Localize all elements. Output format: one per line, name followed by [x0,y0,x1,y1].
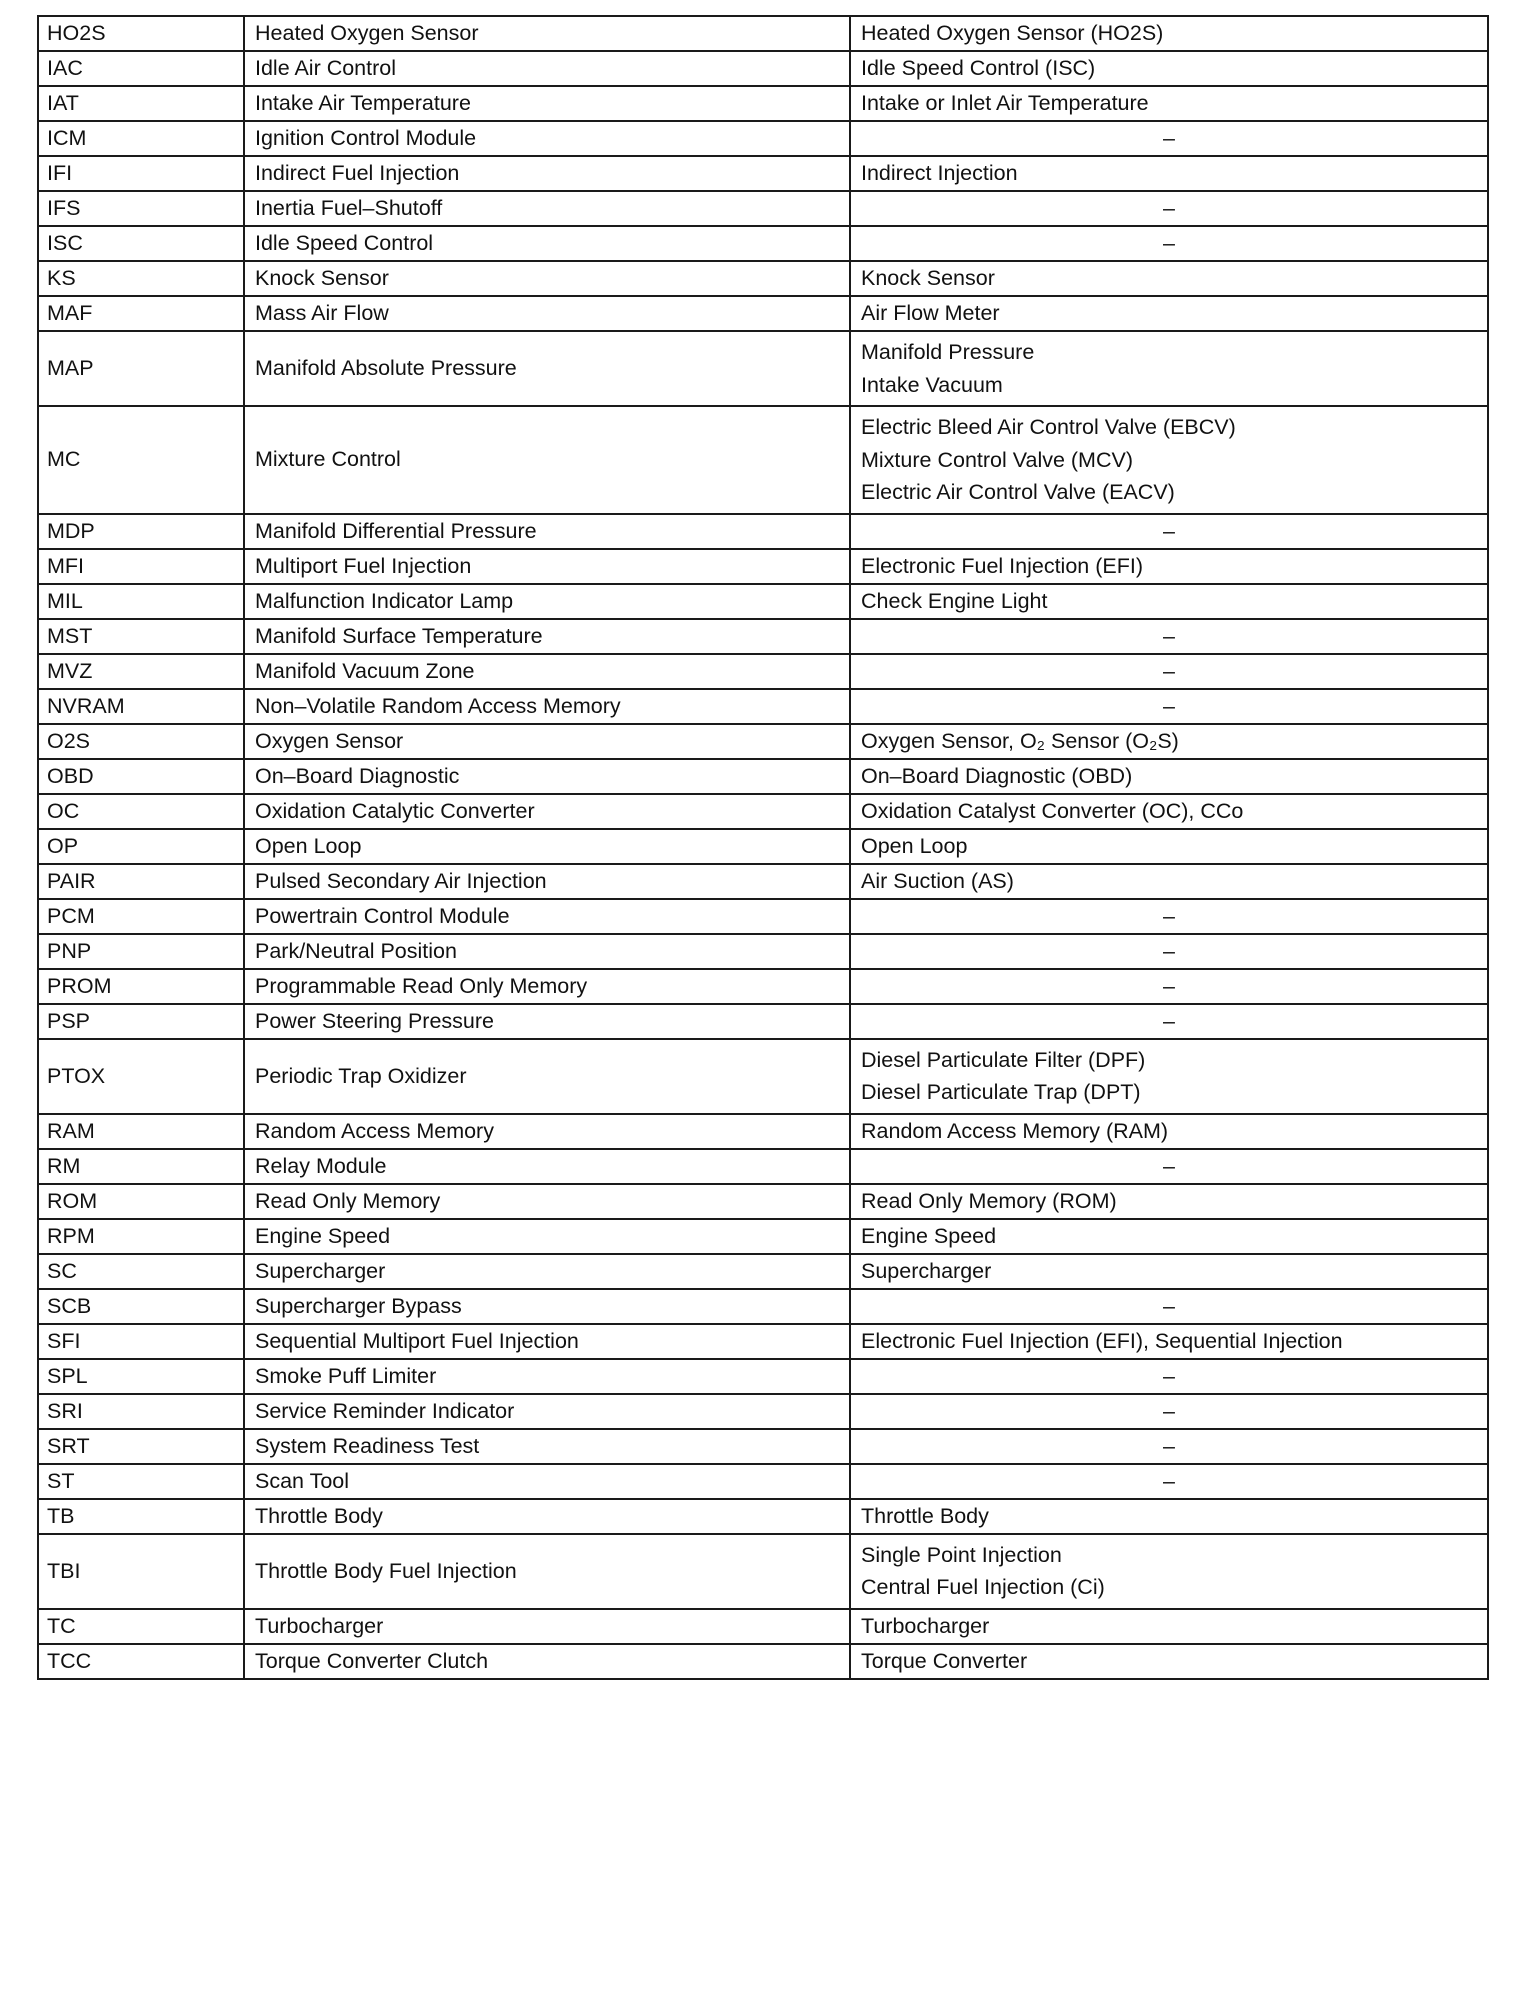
equivalent-term-line: – [1163,196,1175,220]
table-row [38,406,1488,514]
equivalent-term-cell [850,619,1488,654]
equivalent-term-line: Single Point Injection [861,1542,1062,1567]
equivalent-term-line: – [1163,1008,1175,1033]
table-row [38,584,1488,619]
table-row [38,1039,1488,1114]
table-row [38,261,1488,296]
equivalent-term-cell [850,1499,1488,1534]
term-cell: Open Loop [244,829,850,864]
table-row [38,1114,1488,1149]
equivalent-term-line: Oxidation Catalyst Converter (OC), CCo [861,798,1244,823]
table-row [38,1324,1488,1359]
abbreviation-cell: MFI [38,549,244,584]
equivalent-term-cell [850,759,1488,794]
abbreviation-cell: OP [38,829,244,864]
equivalent-term-line: Electric Air Control Valve (EACV) [861,480,1175,504]
term-cell: Relay Module [244,1149,850,1184]
abbreviation-cell: ISC [38,226,244,261]
table-row [38,829,1488,864]
table-row [38,1359,1488,1394]
abbreviation-cell: SRT [38,1429,244,1464]
table-row [38,1499,1488,1534]
abbreviation-cell: IFI [38,156,244,191]
abbreviation-cell: TCC [38,1644,244,1679]
term-cell: System Readiness Test [244,1429,850,1464]
term-cell: Periodic Trap Oxidizer [244,1039,850,1114]
abbreviation-cell: SPL [38,1359,244,1394]
equivalent-term-cell [850,1219,1488,1254]
term-cell: Malfunction Indicator Lamp [244,584,850,619]
abbreviation-cell: O2S [38,724,244,759]
equivalent-term-cell [850,829,1488,864]
equivalent-term-cell [850,934,1488,969]
equivalent-term-cell [850,724,1488,759]
term-cell: Non–Volatile Random Access Memory [244,689,850,724]
table-row [38,331,1488,406]
equivalent-term-line: Supercharger [861,1258,992,1283]
equivalent-term-line: Turbocharger [861,1613,990,1638]
term-cell: Pulsed Secondary Air Injection [244,864,850,899]
equivalent-term-line: – [1163,658,1175,683]
term-cell: Park/Neutral Position [244,934,850,969]
term-cell: Programmable Read Only Memory [244,969,850,1004]
equivalent-term-line: Idle Speed Control (ISC) [861,56,1096,80]
equivalent-term-line: Manifold Pressure [861,340,1035,364]
abbreviation-cell: OBD [38,759,244,794]
equivalent-term-cell [850,1609,1488,1644]
equivalent-term-cell [850,1359,1488,1394]
equivalent-term-line: Knock Sensor [861,266,995,290]
abbreviation-cell: HO2S [38,16,244,51]
abbreviation-cell: MIL [38,584,244,619]
table-row [38,1464,1488,1499]
equivalent-term-line: – [1163,126,1175,150]
table-row [38,1644,1488,1679]
equivalent-term-line: Intake or Inlet Air Temperature [861,91,1149,115]
table-row [38,899,1488,934]
abbreviation-cell: RAM [38,1114,244,1149]
equivalent-term-cell [850,689,1488,724]
term-cell: Inertia Fuel–Shutoff [244,191,850,226]
term-cell: Random Access Memory [244,1114,850,1149]
abbreviation-cell: MAF [38,296,244,331]
abbreviation-cell: PCM [38,899,244,934]
table-row [38,1394,1488,1429]
abbreviation-cell: ICM [38,121,244,156]
equivalent-term-cell [850,121,1488,156]
equivalent-term-cell [850,514,1488,549]
abbreviation-cell: IAC [38,51,244,86]
abbreviation-cell: PTOX [38,1039,244,1114]
equivalent-term-line: Open Loop [861,833,968,858]
abbreviation-cell: RPM [38,1219,244,1254]
equivalent-term-cell [850,1039,1488,1114]
equivalent-term-cell [850,16,1488,51]
table-row [38,226,1488,261]
equivalent-term-cell [850,406,1488,514]
equivalent-term-line: – [1163,1398,1175,1423]
abbreviation-cell: IAT [38,86,244,121]
term-cell: Sequential Multiport Fuel Injection [244,1324,850,1359]
abbreviation-cell: PROM [38,969,244,1004]
abbreviation-cell: NVRAM [38,689,244,724]
table-row [38,689,1488,724]
table-row [38,1219,1488,1254]
equivalent-term-line: Throttle Body [861,1503,989,1528]
equivalent-term-cell [850,331,1488,406]
term-cell: Turbocharger [244,1609,850,1644]
table-row [38,1429,1488,1464]
equivalent-term-line: Heated Oxygen Sensor (HO2S) [861,21,1164,45]
equivalent-term-cell [850,51,1488,86]
table-row [38,759,1488,794]
term-cell: Supercharger [244,1254,850,1289]
equivalent-term-line: Oxygen Sensor, O₂ Sensor (O₂S) [861,728,1179,753]
equivalent-term-cell [850,1644,1488,1679]
term-cell: Manifold Surface Temperature [244,619,850,654]
equivalent-term-cell [850,1254,1488,1289]
table-row [38,86,1488,121]
abbreviation-cell: SC [38,1254,244,1289]
equivalent-term-line: – [1163,623,1175,648]
abbreviation-cell: MAP [38,331,244,406]
equivalent-term-line: – [1163,1293,1175,1318]
table-row [38,1004,1488,1039]
equivalent-term-cell [850,1004,1488,1039]
equivalent-term-cell [850,1429,1488,1464]
equivalent-term-cell [850,1464,1488,1499]
equivalent-term-cell [850,1534,1488,1609]
table-row [38,1184,1488,1219]
term-cell: Knock Sensor [244,261,850,296]
table-row [38,724,1488,759]
term-cell: Mixture Control [244,406,850,514]
equivalent-term-cell [850,156,1488,191]
abbreviation-cell: MVZ [38,654,244,689]
equivalent-term-line: Electronic Fuel Injection (EFI), Sequential Injection [861,1328,1343,1353]
term-cell: Mass Air Flow [244,296,850,331]
term-cell: Torque Converter Clutch [244,1644,850,1679]
abbreviation-cell: TB [38,1499,244,1534]
equivalent-term-line: Central Fuel Injection (Ci) [861,1575,1105,1599]
term-cell: Powertrain Control Module [244,899,850,934]
abbreviation-table-body [38,16,1488,1679]
equivalent-term-line: – [1163,938,1175,963]
term-cell: Manifold Differential Pressure [244,514,850,549]
term-cell: Service Reminder Indicator [244,1394,850,1429]
equivalent-term-line: Intake Vacuum [861,372,1003,397]
abbreviation-cell: TC [38,1609,244,1644]
equivalent-term-line: Air Flow Meter [861,301,1000,325]
equivalent-term-line: – [1163,231,1175,255]
table-row [38,296,1488,331]
equivalent-term-line: Torque Converter [861,1648,1028,1673]
term-cell: Read Only Memory [244,1184,850,1219]
abbreviation-cell: ST [38,1464,244,1499]
equivalent-term-line: – [1163,973,1175,998]
equivalent-term-cell [850,1149,1488,1184]
term-cell: Idle Speed Control [244,226,850,261]
abbreviation-cell: SFI [38,1324,244,1359]
term-cell: Throttle Body [244,1499,850,1534]
equivalent-term-line: – [1163,518,1175,543]
equivalent-term-line: – [1163,1153,1175,1178]
term-cell: Intake Air Temperature [244,86,850,121]
equivalent-term-line: – [1163,1468,1175,1493]
table-row [38,156,1488,191]
table-row [38,549,1488,584]
equivalent-term-line: – [1163,693,1175,718]
equivalent-term-cell [850,794,1488,829]
term-cell: Supercharger Bypass [244,1289,850,1324]
abbreviation-cell: TBI [38,1534,244,1609]
equivalent-term-line: Read Only Memory (ROM) [861,1188,1117,1213]
abbreviation-cell: IFS [38,191,244,226]
equivalent-term-line: Mixture Control Valve (MCV) [861,447,1133,472]
table-row [38,121,1488,156]
term-cell: Scan Tool [244,1464,850,1499]
term-cell: Smoke Puff Limiter [244,1359,850,1394]
table-row [38,1534,1488,1609]
equivalent-term-cell [850,969,1488,1004]
equivalent-term-line: Indirect Injection [861,161,1018,185]
equivalent-term-line: Random Access Memory (RAM) [861,1118,1169,1143]
abbreviation-cell: PSP [38,1004,244,1039]
equivalent-term-cell [850,584,1488,619]
term-cell: Idle Air Control [244,51,850,86]
equivalent-term-line: – [1163,1363,1175,1388]
equivalent-term-cell [850,1184,1488,1219]
equivalent-term-cell [850,864,1488,899]
term-cell: Manifold Vacuum Zone [244,654,850,689]
abbreviation-cell: SCB [38,1289,244,1324]
equivalent-term-line: Diesel Particulate Filter (DPF) [861,1047,1146,1072]
equivalent-term-line: – [1163,1433,1175,1458]
term-cell: Indirect Fuel Injection [244,156,850,191]
table-row [38,969,1488,1004]
equivalent-term-line: Electric Bleed Air Control Valve (EBCV) [861,415,1236,439]
abbreviation-table [37,15,1489,1680]
equivalent-term-cell [850,1324,1488,1359]
table-row [38,619,1488,654]
abbreviation-cell: KS [38,261,244,296]
abbreviation-cell: MDP [38,514,244,549]
equivalent-term-line: Electronic Fuel Injection (EFI) [861,553,1143,578]
table-row [38,514,1488,549]
equivalent-term-line: On–Board Diagnostic (OBD) [861,763,1133,788]
equivalent-term-cell [850,654,1488,689]
abbreviation-cell: PNP [38,934,244,969]
term-cell: Engine Speed [244,1219,850,1254]
term-cell: On–Board Diagnostic [244,759,850,794]
table-row [38,934,1488,969]
equivalent-term-cell [850,549,1488,584]
abbreviation-cell: OC [38,794,244,829]
term-cell: Power Steering Pressure [244,1004,850,1039]
table-row [38,191,1488,226]
equivalent-term-line: Engine Speed [861,1223,997,1248]
term-cell: Ignition Control Module [244,121,850,156]
abbreviation-cell: PAIR [38,864,244,899]
table-row [38,1149,1488,1184]
equivalent-term-cell [850,261,1488,296]
table-row [38,1609,1488,1644]
equivalent-term-line: Check Engine Light [861,588,1048,613]
table-row [38,51,1488,86]
table-row [38,794,1488,829]
equivalent-term-cell [850,191,1488,226]
equivalent-term-line: – [1163,903,1175,928]
term-cell: Oxygen Sensor [244,724,850,759]
term-cell: Multiport Fuel Injection [244,549,850,584]
equivalent-term-cell [850,86,1488,121]
abbreviation-cell: SRI [38,1394,244,1429]
equivalent-term-line: Air Suction (AS) [861,868,1014,893]
term-cell: Manifold Absolute Pressure [244,331,850,406]
equivalent-term-cell [850,1289,1488,1324]
table-row [38,864,1488,899]
equivalent-term-cell [850,226,1488,261]
term-cell: Oxidation Catalytic Converter [244,794,850,829]
table-row [38,1289,1488,1324]
table-row [38,1254,1488,1289]
term-cell: Heated Oxygen Sensor [244,16,850,51]
equivalent-term-cell [850,1114,1488,1149]
abbreviation-cell: RM [38,1149,244,1184]
equivalent-term-line: Diesel Particulate Trap (DPT) [861,1080,1141,1104]
equivalent-term-cell [850,296,1488,331]
term-cell: Throttle Body Fuel Injection [244,1534,850,1609]
table-row [38,654,1488,689]
table-row [38,16,1488,51]
abbreviation-cell: MST [38,619,244,654]
equivalent-term-cell [850,1394,1488,1429]
abbreviation-cell: ROM [38,1184,244,1219]
equivalent-term-cell [850,899,1488,934]
abbreviation-cell: MC [38,406,244,514]
